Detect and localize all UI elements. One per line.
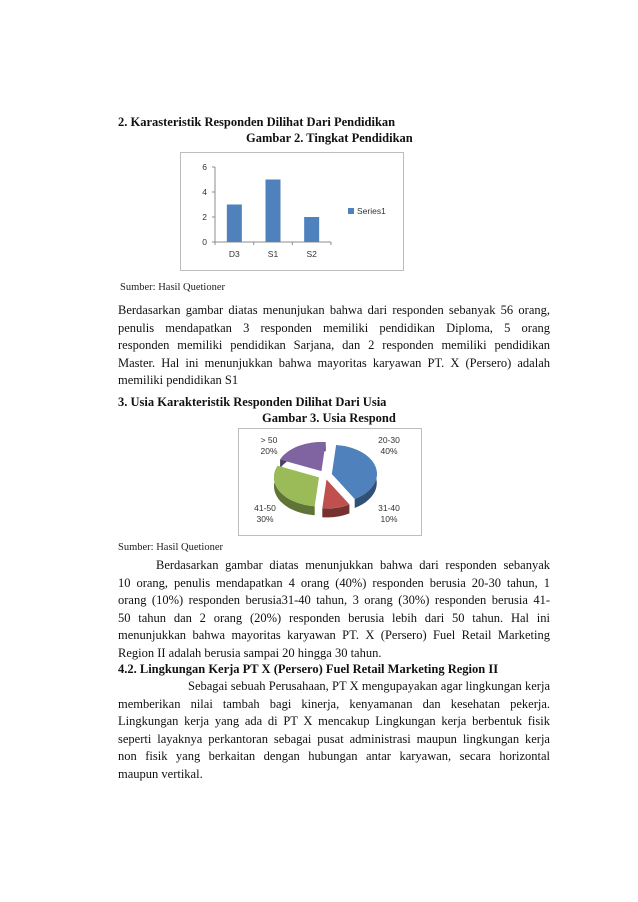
section-heading: 4.2. Lingkungan Kerja PT X (Persero) Fuel Retail Marketing Region II: [118, 662, 499, 676]
paragraph-line: memberikan nilai tambah bagi kinerja, kenyamanan dan kesehatan pekerja.: [118, 696, 550, 711]
pie-value-label: 40%: [380, 446, 398, 456]
legend-swatch: [348, 208, 354, 214]
pie-chart-frame: [238, 428, 422, 536]
pie-value-label: 10%: [380, 514, 398, 524]
section-heading: 2. Karasteristik Responden Dilihat Dari Pendidikan: [118, 115, 396, 129]
paragraph-line: Region II adalah berusia sampai 20 hingga 30 tahun.: [118, 645, 382, 660]
paragraph-line: seperti layaknya perkantoran sebagai pusat administrasi maupun lingkungan kerja: [118, 731, 550, 746]
paragraph-line: 50 tahun dan 2 orang (20%) responden berusia lebih dari 50 tahun. Hal ini: [118, 610, 550, 625]
x-tick-label: D3: [228, 249, 240, 259]
paragraph-usia: [118, 557, 550, 662]
paragraph-line: Master. Hal ini menunjukkan bahwa mayoritas karyawan PT. X (Persero) adalah: [118, 355, 550, 370]
pie-chart: [239, 429, 421, 535]
pie-category-label: 41-50: [254, 503, 276, 513]
paragraph-line: responden memiliki pendidikan Sarjana, dan 2 responden memiliki pendidikan: [118, 338, 550, 352]
bar-chart-frame: [180, 152, 404, 271]
pie-value-label: 30%: [256, 514, 274, 524]
paragraph-line: menunjukkan bahwa mayoritas karyawan PT. X (Persero) Fuel Retail Marketing: [118, 628, 550, 642]
legend-label: Series1: [357, 206, 386, 216]
paragraph-line: Berdasarkan gambar diatas menunjukkan bahwa dari responden sebanyak: [156, 558, 550, 572]
paragraph-line: orang (10%) responden berusia31-40 tahun, 3 orang (30%) responden berusia 41-: [118, 593, 550, 607]
figure-source: Sumber: Hasil Quetioner: [118, 542, 223, 553]
y-tick-label: 0: [202, 237, 207, 247]
pie-category-label: > 50: [260, 435, 278, 445]
pie-category-label: 31-40: [378, 503, 400, 513]
paragraph-line: 10 orang, penulis mendapatkan 4 orang (40%) responden berusia 20-30 tahun, 1: [118, 575, 550, 590]
bar-d3: [227, 205, 242, 243]
pie-slice-50: [280, 442, 326, 471]
figure-caption: Gambar 2. Tingkat Pendidikan: [246, 131, 413, 145]
figure-caption: Gambar 3. Usia Respond: [262, 411, 396, 425]
x-tick-label: S2: [306, 249, 317, 259]
paragraph-line: penulis mendapatkan 3 responden memiliki pendidikan Diploma, 5 orang: [118, 320, 550, 335]
bar-s2: [304, 217, 319, 242]
x-tick-label: S1: [267, 249, 279, 259]
paragraph-line: Sebagai sebuah Perusahaan, PT X mengupayakan agar lingkungan kerja: [188, 679, 550, 693]
y-tick-label: 6: [202, 162, 207, 172]
paragraph-pendidikan: [118, 302, 550, 390]
paragraph-line: memiliki pendidikan S1: [118, 373, 239, 387]
bar-s1: [266, 180, 281, 243]
figure-source: Sumber: Hasil Quetioner: [120, 282, 225, 293]
pie-value-label: 20%: [260, 446, 278, 456]
bar-chart: [181, 153, 403, 270]
paragraph-lingkungan: [118, 678, 550, 783]
y-tick-label: 4: [202, 187, 207, 197]
paragraph-line: non fisik yang berkaitan dengan hubungan antar karyawan, secara horizontal: [118, 749, 550, 763]
paragraph-line: maupun vertikal.: [118, 766, 203, 781]
paragraph-line: Berdasarkan gambar diatas menunjukan bahwa dari responden sebanyak 56 orang,: [118, 303, 550, 317]
section-heading: 3. Usia Karakteristik Responden Dilihat Dari Usia: [118, 395, 387, 409]
paragraph-line: Lingkungan kerja yang ada di PT X mencakup Lingkungan kerja berbentuk fisik: [118, 714, 550, 728]
y-tick-label: 2: [202, 212, 207, 222]
pie-category-label: 20-30: [378, 435, 400, 445]
